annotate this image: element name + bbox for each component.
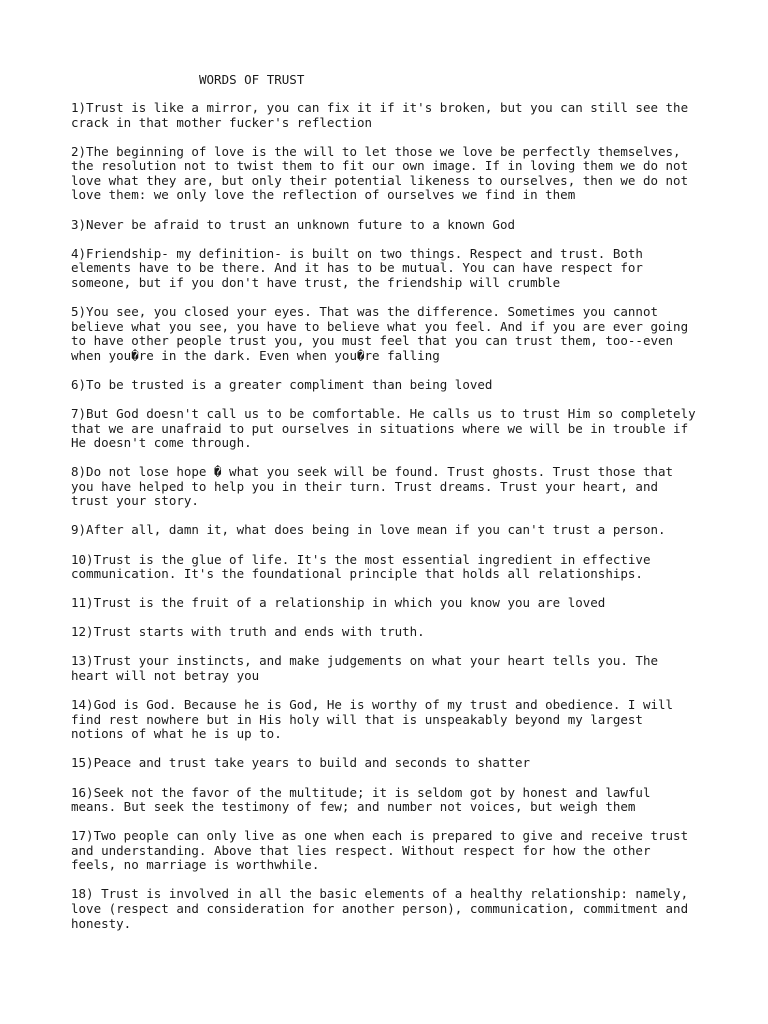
quote-16: 16)Seek not the favor of the multitude; it is seldom got by honest and lawful means. But seek the testimony of few; and number not voices, but weigh them (71, 784, 651, 815)
quote-6: 6)To be trusted is a greater compliment than being loved (71, 376, 493, 392)
quote-15: 15)Peace and trust take years to build and seconds to shatter (71, 755, 531, 771)
quote-2: 2)The beginning of love is the will to let those we love be perfectly themselves, the resolution not to twist them to fit our own image. If in loving them we do not love what they are, but only their potential likeness to ourselves, then we do not love them: we only love the reflection of ourselves we find in them (71, 143, 689, 203)
quote-8: 8)Do not lose hope � what you seek will be found. Trust ghosts. Trust those that you have helped to help you in their turn. Trust dreams. Trust your heart, and trust your story. (71, 464, 674, 509)
document-title: WORDS OF TRUST (199, 72, 305, 87)
quote-list (71, 101, 761, 946)
quote-18: 18) Trust is involved in all the basic elements of a healthy relationship: namely, love (respect and consideration for another person), communication, commitment and honesty. (71, 886, 689, 931)
quote-13: 13)Trust your instincts, and make judgements on what your heart tells you. The heart will not betray you (71, 653, 658, 684)
quote-10: 10)Trust is the glue of life. It's the most essential ingredient in effective communication. It's the foundational principle that holds all relationships. (71, 551, 651, 582)
quote-5: 5)You see, you closed your eyes. That was the difference. Sometimes you cannot believe what you see, you have to believe what you feel. And if you are ever going to have other people trust you, you must feel that you can trust them, too--even when you�re in the dark. Even when you�re falling (71, 303, 689, 363)
quote-12: 12)Trust starts with truth and ends with truth. (71, 624, 425, 640)
quote-17: 17)Two people can only live as one when each is prepared to give and receive trust and understanding. Above that lies respect. Without respect for how the other feels, no marriage is worthwhile. (71, 828, 689, 873)
quote-3: 3)Never be afraid to trust an unknown future to a known God (71, 216, 516, 232)
quote-1: 1)Trust is like a mirror, you can fix it if it's broken, but you can still see the crack in that mother fucker's reflection (71, 100, 689, 130)
quote-7: 7)But God doesn't call us to be comfortable. He calls us to trust Him so completely that we are unafraid to put ourselves in situations where we will be in trouble if He doesn't come through. (71, 405, 696, 451)
quote-14: 14)God is God. Because he is God, He is worthy of my trust and obedience. I will find rest nowhere but in His holy will that is unspeakably beyond my largest notions of what he is up to. (71, 697, 674, 742)
quote-9: 9)After all, damn it, what does being in love mean if you can't trust a person. (71, 522, 666, 538)
quote-11: 11)Trust is the fruit of a relationship in which you know you are loved (71, 595, 606, 611)
quote-4: 4)Friendship- my definition- is built on two things. Respect and trust. Both elements have to be there. And it has to be mutual. You can have respect for someone, but if you don't have trust, the friendship will crumble (71, 245, 643, 290)
